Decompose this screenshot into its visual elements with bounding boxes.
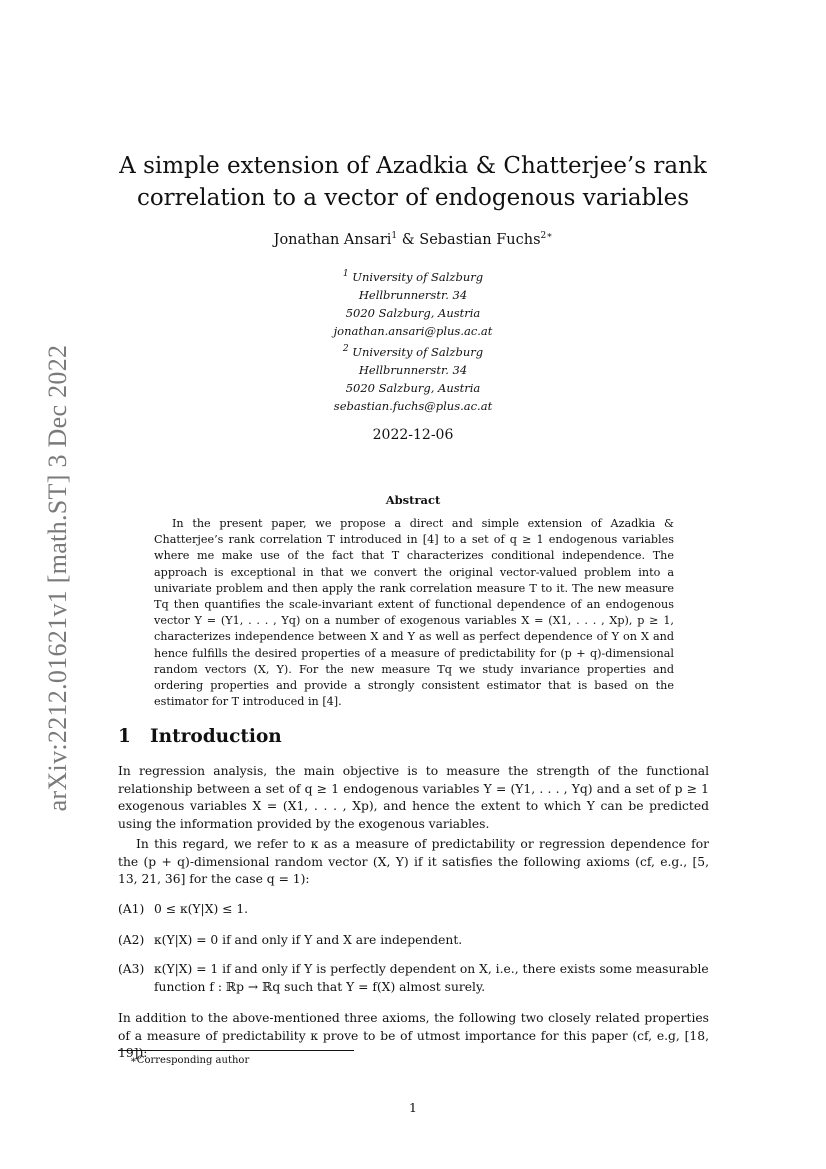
abstract-body: In the present paper, we propose a direct and simple extension of Azadkia & Chatterjee’s rank correlation T introduced in [4] to a set of q ≥ 1 endogenous variables where me make use of the fact that T characterizes conditional independence. The approach is exceptional in that we convert the original vector-valued problem into a univariate problem and then apply the rank correlation measure T to it. The new measure Tq then quantifies the scale-invariant extent of functional dependence of an endogenous vector Y = (Y1, . . . , Yq) on a number of exogenous variables X = (X1, . . . , Xp), p ≥ 1, characterizes independence between X and Y as well as perfect dependence of Y on X and hence fulfills the desired properties of a measure of predictability for (p + q)-dimensional random vectors (X, Y). For the new measure Tq we study invariance properties and ordering properties and provide a strongly consistent estimator that is based on the estimator for T introduced in [4].: [154, 517, 674, 709]
axiom-label: (A1): [118, 902, 145, 916]
page-number: 1: [409, 1100, 417, 1115]
abstract-heading: Abstract: [385, 493, 441, 507]
footnote-corresponding-author: ∗Corresponding author: [130, 1055, 250, 1066]
axiom-text: κ(Y|X) = 1 if and only if Y is perfectly dependent on X, i.e., there exists some measurable: [154, 962, 709, 976]
paper-title: [100, 150, 726, 214]
footnote-divider: [118, 1050, 354, 1051]
author-1: Jonathan Ansari: [273, 232, 392, 248]
affiliation-2-street: Hellbrunnerstr. 34: [358, 363, 468, 377]
intro-paragraph-1: In regression analysis, the main objective is to measure the strength of the functional relationship between a set of q ≥ 1 endogenous variables Y = (Y1, . . . , Yq) and a set of p ≥ 1 exogenous variables X = (X1, . . . , Xp), and hence the extent to which Y can be predicted using the information provided by the exogenous variables.: [118, 764, 709, 831]
section-title: Introduction: [150, 726, 282, 747]
paper-date: 2022-12-06: [372, 427, 454, 443]
affiliation-1-mark: 1: [342, 269, 349, 280]
title-line-2: correlation to a vector of endogenous variables: [136, 185, 690, 211]
affiliation-1-city: 5020 Salzburg, Austria: [345, 306, 481, 320]
section-number: 1: [118, 726, 131, 747]
affiliation-1-email: jonathan.ansari@plus.ac.at: [333, 324, 493, 338]
affiliation-1-university: University of Salzburg: [352, 270, 484, 284]
author-2-mark: 2∗: [540, 231, 553, 242]
title-line-1: A simple extension of Azadkia & Chatterjee’s rank: [119, 153, 707, 179]
axiom-text-continuation: function f : ℝp → ℝq such that Y = f(X) almost surely.: [154, 979, 486, 994]
axiom-text: κ(Y|X) = 0 if and only if Y and X are independent.: [154, 933, 463, 947]
section-heading-introduction: [118, 726, 282, 747]
affiliation-2-email: sebastian.fuchs@plus.ac.at: [333, 399, 493, 413]
axiom-a1: [118, 901, 709, 919]
affiliation-2-city: 5020 Salzburg, Austria: [345, 381, 481, 395]
affiliation-1: [213, 268, 613, 340]
author-separator: &: [397, 232, 420, 248]
affiliation-1-street: Hellbrunnerstr. 34: [358, 288, 468, 302]
author-list: [100, 232, 726, 248]
affiliation-2-mark: 2: [342, 344, 349, 355]
arxiv-identifier-stamp: arXiv:2212.01621v1 [math.ST] 3 Dec 2022: [43, 344, 72, 812]
axiom-label: (A3): [118, 962, 145, 976]
author-2: Sebastian Fuchs: [419, 232, 541, 248]
affiliation-2-university: University of Salzburg: [352, 345, 484, 359]
axiom-a2: [118, 932, 709, 950]
axiom-text: 0 ≤ κ(Y|X) ≤ 1.: [154, 902, 249, 916]
intro-paragraph-2: In this regard, we refer to κ as a measure of predictability or regression dependence for the (p + q)-dimensional random vector (X, Y) if it satisfies the following axioms (cf, e.g., [5, 13, 21, 36] for the case q = 1):: [118, 837, 709, 886]
author-1-mark: 1: [391, 231, 398, 242]
affiliation-2: [213, 343, 613, 415]
intro-paragraph-3: In addition to the above-mentioned three axioms, the following two closely related properties of a measure of predictability κ prove to be of utmost importance for this paper (cf, e.g, [18, 19]):: [118, 1011, 709, 1060]
axiom-a3: [118, 961, 709, 996]
axiom-label: (A2): [118, 933, 145, 947]
